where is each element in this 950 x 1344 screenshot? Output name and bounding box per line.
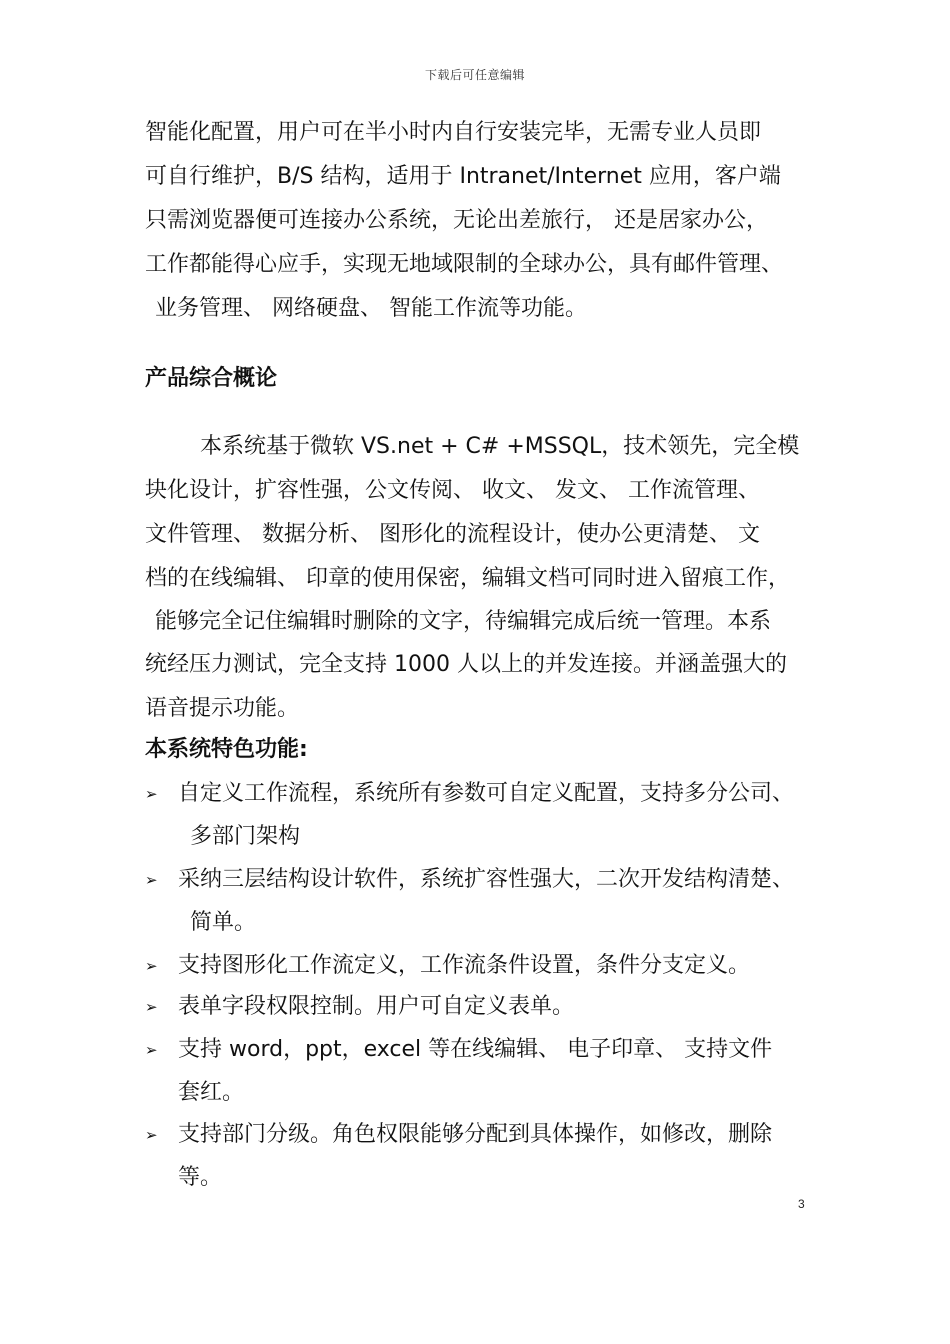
page-number: 3 bbox=[798, 1197, 805, 1211]
intro-line: 工作都能得心应手，实现无地域限制的全球办公，具有邮件管理、 bbox=[145, 252, 784, 277]
feature-text: 自定义工作流程，系统所有参数可自定义配置，支持多分公司、 bbox=[178, 781, 795, 806]
bullet-arrow-icon: ➢ bbox=[145, 1126, 158, 1144]
overview-line: 能够完全记住编辑时删除的文字，待编辑完成后统一管理。本系 bbox=[155, 609, 772, 634]
bullet-arrow-icon: ➢ bbox=[145, 785, 158, 803]
overview-line: 档的在线编辑、 印章的使用保密，编辑文档可同时进入留痕工作， bbox=[145, 566, 790, 591]
overview-line: 统经压力测试，完全支持 1000 人以上的并发连接。并涵盖强大的 bbox=[145, 652, 787, 677]
overview-line: 块化设计，扩容性强，公文传阅、 收文、 发文、 工作流管理、 bbox=[145, 478, 760, 503]
section-title-overview: 产品综合概论 bbox=[145, 366, 278, 391]
feature-text: 简单。 bbox=[190, 910, 257, 935]
intro-line: 只需浏览器便可连接办公系统，无论出差旅行， 还是居家办公， bbox=[145, 208, 768, 233]
intro-line: 业务管理、 网络硬盘、 智能工作流等功能。 bbox=[155, 296, 587, 321]
section-title-features: 本系统特色功能: bbox=[145, 737, 308, 762]
intro-line: 可自行维护，B/S 结构，适用于 Intranet/Internet 应用，客户端 bbox=[145, 164, 781, 189]
overview-line: 文件管理、 数据分析、 图形化的流程设计，使办公更清楚、 文 bbox=[145, 522, 760, 547]
bullet-arrow-icon: ➢ bbox=[145, 1041, 158, 1059]
feature-text: 等。 bbox=[178, 1165, 223, 1190]
feature-text: 支持部门分级。角色权限能够分配到具体操作，如修改，删除 bbox=[178, 1122, 773, 1147]
feature-text: 多部门架构 bbox=[190, 824, 301, 849]
feature-text: 采纳三层结构设计软件，系统扩容性强大，二次开发结构清楚、 bbox=[178, 867, 795, 892]
overview-line: 本系统基于微软 VS.net + C# +MSSQL，技术领先，完全模 bbox=[200, 434, 800, 459]
bullet-arrow-icon: ➢ bbox=[145, 998, 158, 1016]
bullet-arrow-icon: ➢ bbox=[145, 871, 158, 889]
feature-text: 表单字段权限控制。用户可自定义表单。 bbox=[178, 994, 575, 1019]
feature-text: 支持图形化工作流定义，工作流条件设置，条件分支定义。 bbox=[178, 953, 751, 978]
feature-text: 套红。 bbox=[178, 1080, 245, 1105]
overview-line: 语音提示功能。 bbox=[145, 696, 300, 721]
intro-line: 智能化配置，用户可在半小时内自行安装完毕，无需专业人员即 bbox=[145, 120, 762, 145]
bullet-arrow-icon: ➢ bbox=[145, 957, 158, 975]
page-header: 下载后可任意编辑 bbox=[424, 68, 525, 82]
feature-text: 支持 word，ppt，excel 等在线编辑、 电子印章、 支持文件 bbox=[178, 1037, 773, 1062]
